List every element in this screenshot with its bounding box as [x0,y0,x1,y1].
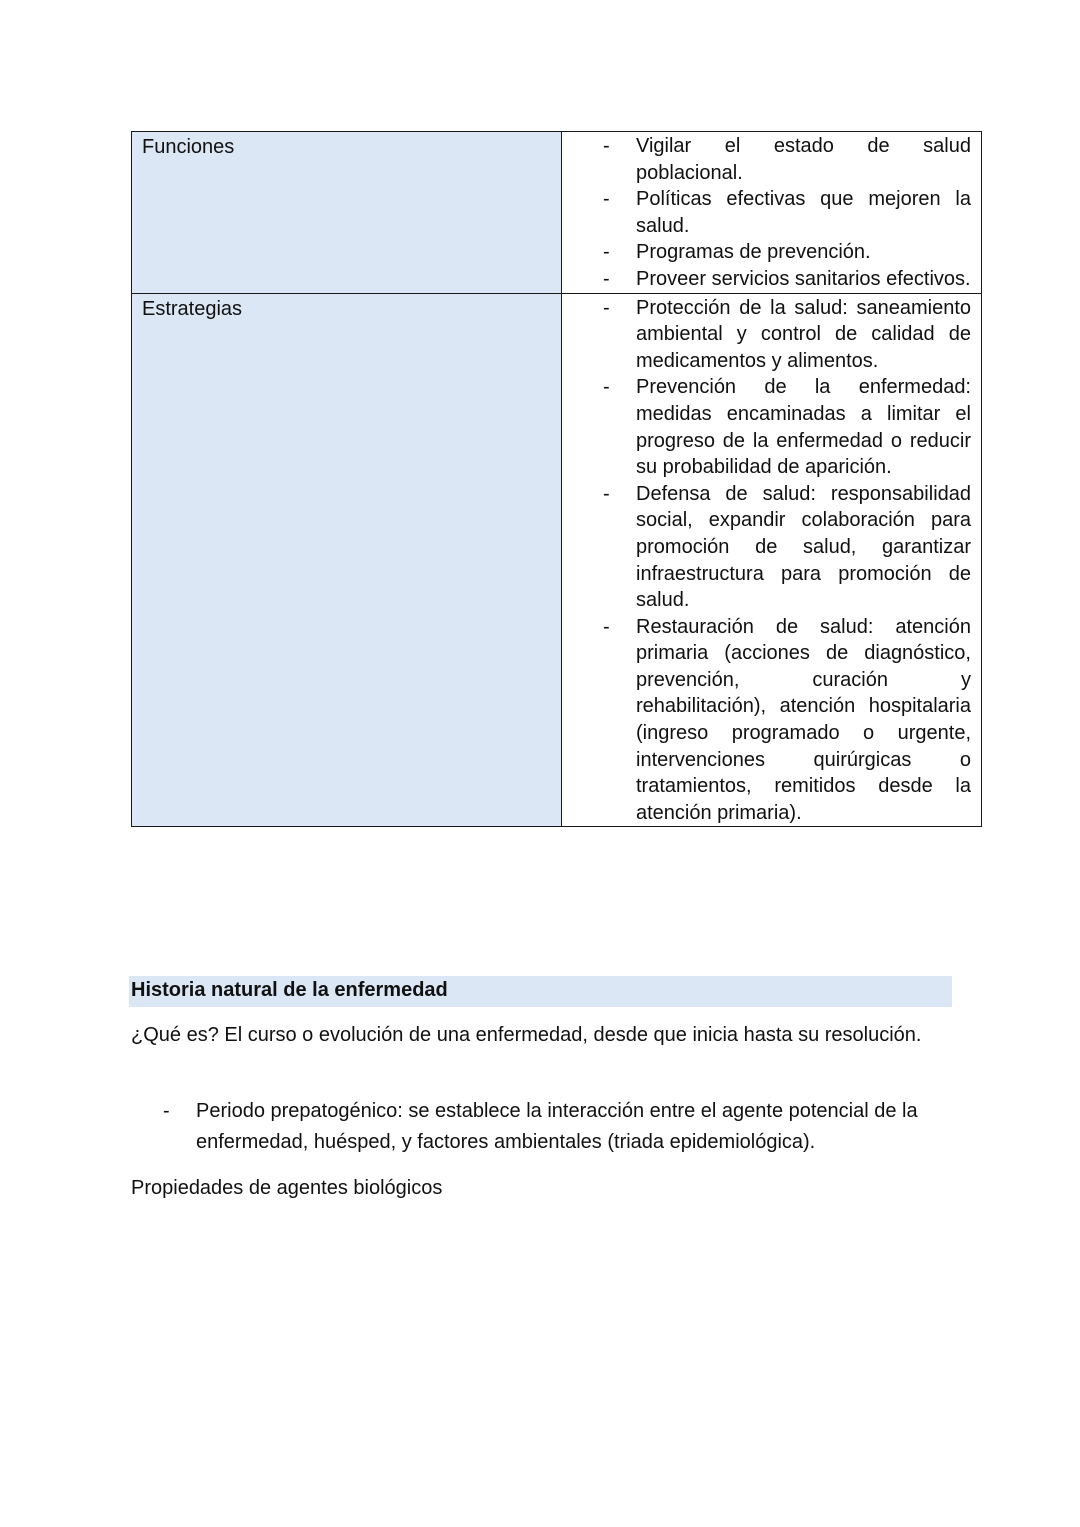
health-functions-table [131,131,982,827]
row-label-cell [132,293,562,827]
dash-bullet-icon: - [603,135,610,157]
dash-list [562,295,971,827]
dash-bullet-icon: - [603,241,610,264]
dash-bullet-icon: - [603,376,610,399]
list-item: - Restauración de salud: atención primaria (acciones de diagnóstico, prevención, curación y rehabilitación), atención hospitalaria (ingreso programado o urgente, intervenciones quirúrgicas o tratamientos, remitidos desde la atención primaria). [603,615,971,824]
row-content-cell [562,132,982,294]
table-row-estrategias [132,293,982,827]
subheading-paragraph: Propiedades de agentes biológicos [131,1177,443,1199]
dash-bullet-icon: - [603,267,610,290]
dash-bullet-icon: - [603,482,610,505]
list-item [131,1096,951,1158]
row-content-cell [562,293,982,827]
dash-bullet-icon: - [603,615,610,638]
row-label: Estrategias [142,297,243,320]
dash-bullet-icon: - [163,1100,170,1122]
row-label-cell [132,132,562,294]
dash-list [562,133,971,293]
table-row-funciones [132,132,982,294]
dash-bullet-icon: - [603,296,610,319]
list-item: - Vigilar el estado de salud poblacional. [603,135,971,184]
list-item: - Defensa de salud: responsabilidad social, expandir colaboración para promoción de salud, garantizar infraestructura para promoción de salud. [603,482,971,612]
list-item: - Políticas efectivas que mejoren la salud. [603,188,971,237]
dash-bullet-icon: - [603,188,610,211]
section-heading: Historia natural de la enfermedad [129,976,952,1007]
row-label: Funciones [142,136,235,158]
list-item: - Protección de la salud: saneamiento ambiental y control de calidad de medicamentos y alimentos. [603,296,971,372]
list-item: - Prevención de la enfermedad: medidas encaminadas a limitar el progreso de la enfermedad o reducir su probabilidad de aparición. [603,376,971,479]
list-item: - Programas de prevención. [562,239,971,266]
intro-paragraph: ¿Qué es? El curso o evolución de una enfermedad, desde que inicia hasta su resolución. [131,1024,922,1046]
bullet-text: Periodo prepatogénico: se establece la interacción entre el agente potencial de la enfermedad, huésped, y factores ambientales (triada epidemiológica). [196,1100,918,1153]
list-item: - Proveer servicios sanitarios efectivos. [562,266,971,293]
